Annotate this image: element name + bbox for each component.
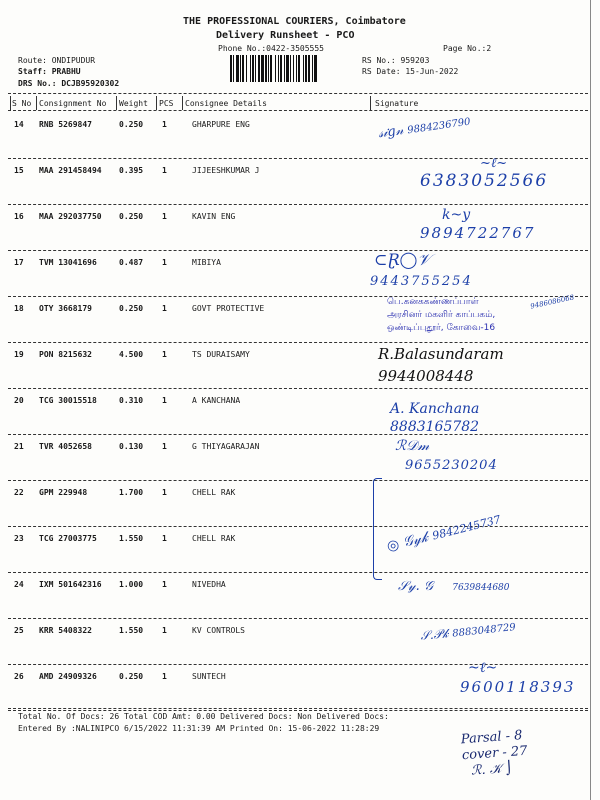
signature-row-15: ~ℓ~ 6383052566 — [420, 156, 549, 191]
col-signature: Signature — [375, 99, 419, 108]
row-weight: 1.550 — [119, 626, 144, 635]
row-consignment-no: PON 8215632 — [39, 350, 92, 359]
row-weight: 0.250 — [119, 212, 144, 221]
row-pcs: 1 — [162, 488, 167, 497]
row-consignment-no: RNB 5269847 — [39, 120, 92, 129]
col-pcs: PCS — [159, 99, 174, 108]
row-weight: 4.500 — [119, 350, 144, 359]
barcode-bar — [252, 55, 254, 82]
signature-row-14: 𝓈𝒾𝑔𝓃 9884236790 — [377, 116, 472, 142]
row-sno: 23 — [14, 534, 24, 543]
barcode-bar — [278, 55, 279, 82]
signature-row-17: ⊂Ɽ◯𝒱 9443755254 — [370, 250, 473, 289]
signature-row-23: ◎ 𝒢𝓎𝓀 9842245737 — [385, 513, 503, 555]
row-weight: 1.550 — [119, 534, 144, 543]
barcode — [230, 55, 354, 82]
row-pcs: 1 — [162, 396, 167, 405]
row-consignment-no: TCG 30015518 — [39, 396, 97, 405]
row-consignee: GOVT PROTECTIVE — [192, 304, 265, 313]
barcode-bar — [275, 55, 276, 82]
row-weight: 0.395 — [119, 166, 144, 175]
barcode-bar — [230, 55, 232, 82]
row-sno: 25 — [14, 626, 24, 635]
row-pcs: 1 — [162, 672, 167, 681]
row-pcs: 1 — [162, 212, 167, 221]
barcode-bar — [286, 55, 289, 82]
row-sno: 22 — [14, 488, 24, 497]
row-sno: 15 — [14, 166, 24, 175]
signature-row-21: ℛ𝒟𝓂 9655230204 — [395, 438, 498, 473]
barcode-bar — [298, 55, 300, 82]
row-consignment-no: TVM 13041696 — [39, 258, 97, 267]
row-consignment-no: GPM 229948 — [39, 488, 88, 497]
barcode-bar — [233, 55, 234, 82]
row-consignee: SUNTECH — [192, 672, 226, 681]
barcode-bar — [255, 55, 256, 82]
row-weight: 0.250 — [119, 120, 144, 129]
row-pcs: 1 — [162, 580, 167, 589]
row-consignment-no: TVR 4052658 — [39, 442, 92, 451]
row-separator — [8, 204, 588, 205]
barcode-bar — [303, 55, 304, 82]
row-weight: 1.700 — [119, 488, 144, 497]
row-separator — [8, 296, 588, 297]
signature-row-16: k~y 9894722767 — [420, 207, 536, 242]
barcode-bar — [290, 55, 291, 82]
company-name: THE PROFESSIONAL COURIERS, Coimbatore — [183, 16, 406, 27]
barcode-bar — [246, 55, 247, 82]
row-sno: 19 — [14, 350, 24, 359]
barcode-bar — [312, 55, 313, 82]
row-weight: 1.000 — [119, 580, 144, 589]
drs-number: DRS No.: DCJB95920302 — [18, 79, 120, 88]
row-consignee: NIVEDHA — [192, 580, 226, 589]
barcode-bar — [236, 55, 239, 82]
row-pcs: 1 — [162, 626, 167, 635]
row-consignment-no: MAA 291458494 — [39, 166, 102, 175]
row-weight: 0.310 — [119, 396, 144, 405]
row-pcs: 1 — [162, 534, 167, 543]
row-consignee: KV CONTROLS — [192, 626, 245, 635]
row-separator — [8, 250, 588, 251]
row-pcs: 1 — [162, 304, 167, 313]
route: Route: ONDIPUDUR — [18, 56, 96, 65]
barcode-bar — [314, 55, 317, 82]
row-sno: 14 — [14, 120, 24, 129]
barcode-bar — [265, 55, 267, 82]
rs-date: RS Date: 15-Jun-2022 — [362, 67, 459, 76]
row-pcs: 1 — [162, 350, 167, 359]
barcode-bar — [305, 55, 307, 82]
row-consignee: JIJEESHKUMAR J — [192, 166, 260, 175]
row-weight: 0.250 — [119, 672, 144, 681]
barcode-bar — [240, 55, 241, 82]
row-consignee: G THIYAGARAJAN — [192, 442, 260, 451]
row-pcs: 1 — [162, 258, 167, 267]
signature-row-24: 𝒮𝓎. 𝒢 7639844680 — [398, 579, 510, 594]
barcode-bar — [250, 55, 251, 82]
barcode-bar — [258, 55, 260, 82]
row-consignment-no: TCG 27003775 — [39, 534, 97, 543]
row-weight: 0.130 — [119, 442, 144, 451]
row-sno: 21 — [14, 442, 24, 451]
stamp-phone: 9486086068 — [529, 293, 575, 311]
barcode-bar — [261, 55, 264, 82]
row-sno: 18 — [14, 304, 24, 313]
row-weight: 0.487 — [119, 258, 144, 267]
footer-totals: Total No. Of Docs: 26 Total COD Amt: 0.00 Delivered Docs: Non Delivered Docs: — [18, 712, 389, 721]
col-consignee: Consignee Details — [185, 99, 267, 108]
row-separator — [8, 572, 588, 573]
barcode-bar — [284, 55, 285, 82]
rs-number: RS No.: 959203 — [362, 56, 430, 65]
row-pcs: 1 — [162, 166, 167, 175]
barcode-bar — [242, 55, 244, 82]
row-consignee: A KANCHANA — [192, 396, 241, 405]
staff: Staff: PRABHU — [18, 67, 81, 76]
signature-row-26: ~ℓ~ 9600118393 — [460, 660, 576, 696]
bracket-mark — [373, 478, 382, 580]
row-consignment-no: OTY 3668179 — [39, 304, 92, 313]
phone-number: Phone No.:0422-3505555 — [218, 44, 324, 53]
document-title: Delivery Runsheet - PCO — [216, 30, 355, 41]
row-sno: 16 — [14, 212, 24, 221]
row-consignee: MIBIYA — [192, 258, 221, 267]
row-sno: 26 — [14, 672, 24, 681]
row-separator — [8, 480, 588, 481]
barcode-bar — [280, 55, 282, 82]
official-stamp: பெ.கனககண்ணப்பாள் அரசினர் மகளிர் காப்பகம், ஒண்டிப்புதூர், கோவை-16 — [387, 297, 496, 333]
row-separator — [8, 710, 588, 711]
barcode-bar — [308, 55, 310, 82]
row-pcs: 1 — [162, 442, 167, 451]
row-sno: 17 — [14, 258, 24, 267]
row-consignment-no: IXM 501642316 — [39, 580, 102, 589]
signature-row-25: 𝒮.𝒫𝓀 8883048729 — [419, 622, 517, 643]
barcode-bar — [270, 55, 272, 82]
row-consignment-no: MAA 292037750 — [39, 212, 102, 221]
row-consignee: GHARPURE ENG — [192, 120, 250, 129]
row-separator — [8, 388, 588, 389]
col-consignment: Consignment No — [39, 99, 107, 108]
row-consignment-no: AMD 24909326 — [39, 672, 97, 681]
barcode-bar — [268, 55, 269, 82]
footer-entered: Entered By :NALINIPCO 6/15/2022 11:31:39 AM Printed On: 15-06-2022 11:28:29 — [18, 724, 380, 733]
handwritten-note: Parsal - 8 cover - 27 ℛ. 𝒦 ⌡ — [460, 728, 528, 779]
row-sno: 20 — [14, 396, 24, 405]
page-number: Page No.:2 — [443, 44, 492, 53]
row-consignment-no: KRR 5408322 — [39, 626, 92, 635]
signature-row-20: A. Kanchana 8883165782 — [390, 401, 480, 435]
row-pcs: 1 — [162, 120, 167, 129]
signature-row-19: R.Balasundaram 9944008448 — [378, 345, 504, 385]
row-consignee: TS DURAISAMY — [192, 350, 250, 359]
row-consignee: CHELL RAK — [192, 488, 236, 497]
row-weight: 0.250 — [119, 304, 144, 313]
col-sno: S No — [12, 99, 32, 108]
col-weight: Weight — [119, 99, 148, 108]
row-sno: 24 — [14, 580, 24, 589]
row-consignee: KAVIN ENG — [192, 212, 236, 221]
barcode-bar — [296, 55, 297, 82]
row-consignee: CHELL RAK — [192, 534, 236, 543]
barcode-bar — [293, 55, 294, 82]
